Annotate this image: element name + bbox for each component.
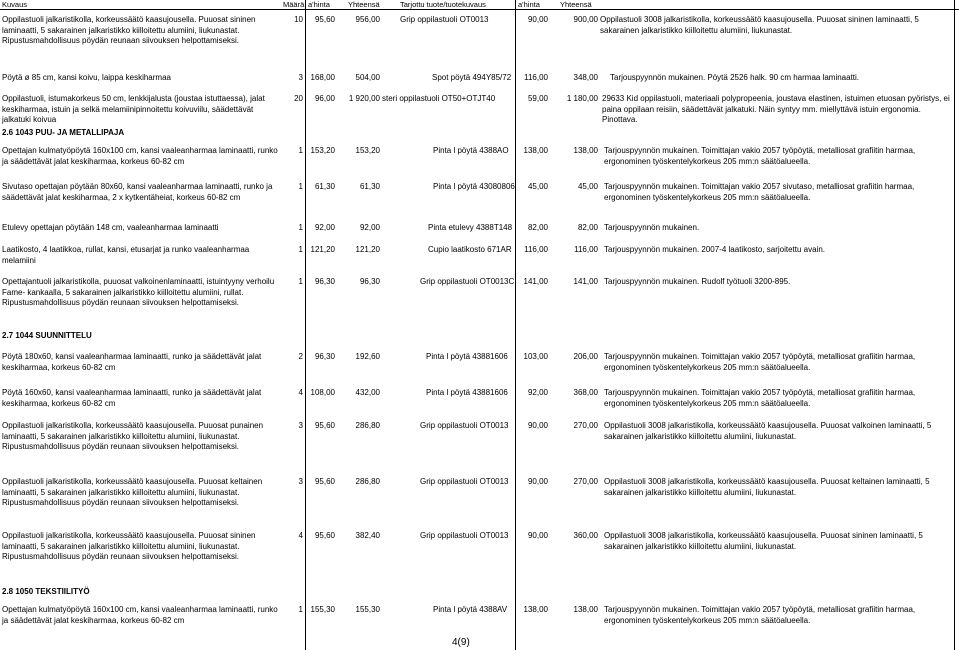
row-quantity: 2: [298, 352, 303, 361]
row-offer-unit-price: 116,00: [524, 245, 548, 254]
row-offer-unit-price: 90,00: [527, 15, 548, 24]
row-offer-unit-price: 116,00: [524, 73, 548, 82]
row-offer-note: Tarjouspyynnön mukainen. Pöytä 2526 halk. 90 cm harmaa laminaatti.: [610, 73, 860, 82]
row-total: 432,00: [355, 388, 380, 397]
row-unit-price: 95,60: [314, 421, 335, 430]
row-offer-note: Tarjouspyynnön mukainen. Toimittajan vakio 2057 työpöytä, metalliosat grafiitin harmaa, ergonominen työskentelykorkeus 205 mm:n säätöalueella.: [604, 605, 916, 625]
row-offer-total: 270,00: [573, 477, 598, 486]
header-rule: [0, 9, 959, 10]
row-offer-note: Oppilastuoli 3008 jalkaristikolla, korkeussäätö kaasujousella. Puuosat keltainen laminaatti, 5 sakarainen jalkaristikko kiilloitettu alumiini, liukunastat.: [604, 477, 930, 497]
row-unit-price: 121,20: [310, 245, 335, 254]
row-description: Oppilastuoli jalkaristikolla, korkeussäätö kaasujousella. Puuosat sininen laminaatti, 5 sakarainen jalkaristikko kiilloitettu alumiini, liukunastat. Ripustusmahdollisuus pöydän reunaan siivouksen helpottamiseksi.: [2, 15, 256, 45]
row-offer-total: 138,00: [573, 146, 598, 155]
header-yhteensa: Yhteensä: [348, 0, 380, 9]
row-description: Opettajantuoli jalkaristikolla, puuosat valkoinenlaminaatti, istuintyyny verhoilu Fame- kankaalla, 5 sakarainen jalkaristikko kiilloitettu alumiini, rullat. Ripustusmahdollisuus pöydän reunaan siivouksen helpottamiseksi.: [2, 277, 275, 307]
row-offer-note: Tarjouspyynnön mukainen. Toimittajan vakio 2057 työpöytä, metalliosat grafiitin harmaa, ergonominen työskentelykorkeus 205 mm:n säätöalueella.: [604, 352, 916, 372]
row-offer-unit-price: 138,00: [523, 605, 548, 614]
row-description: Oppilastuoli, istumakorkeus 50 cm, lenkkijalusta (joustaa istuttaessa), jalat keskiharmaa, istuin ja selkä melamiinipinnoitettu koivuviilu, säädettävät jalkatuki koivua: [2, 94, 265, 124]
row-offer-unit-price: 90,00: [527, 531, 548, 540]
row-product: Grip oppilastuoli OT0013: [420, 421, 509, 430]
row-description: Pöytä 180x60, kansi vaaleanharmaa laminaatti, runko ja säädettävät jalat keskiharmaa, korkeus 60-82 cm: [2, 352, 262, 372]
row-product: Grip oppilastuoli OT0013C: [420, 277, 515, 286]
row-total: 1 920,00: [348, 94, 380, 103]
row-product: Pinta l pöytä 4388AV: [433, 605, 508, 614]
row-total: 504,00: [355, 73, 380, 82]
row-product: Grip oppilastuoli OT0013: [420, 477, 509, 486]
row-offer-unit-price: 45,00: [527, 182, 548, 191]
row-quantity: 20: [294, 94, 303, 103]
row-product: Pinta l pöytä 4388AO: [433, 146, 509, 155]
column-rule: [305, 0, 306, 650]
row-product: Pinta l pöytä 43881606: [426, 388, 508, 397]
row-total: 96,30: [359, 277, 380, 286]
row-offer-note: Tarjouspyynnön mukainen. Toimittajan vakio 2057 työpöytä, metalliosat grafiitin harmaa, ergonominen työskentelykorkeus 205 mm:n säätöalueella.: [604, 388, 916, 408]
row-offer-total: 360,00: [573, 531, 598, 540]
row-product: Pinta l pöytä 43080806: [433, 182, 515, 191]
row-offer-note: Tarjouspyynnön mukainen. Rudolf työtuoli 3200-895.: [604, 277, 791, 286]
page-number: 4(9): [452, 637, 470, 648]
row-description: Etulevy opettajan pöytään 148 cm, vaaleanharmaa laminaatti: [2, 223, 219, 232]
row-unit-price: 96,30: [314, 277, 335, 286]
header-ahinta: a'hinta: [308, 0, 330, 9]
row-product: Grip oppilastuoli OT0013: [420, 531, 509, 540]
header-yhteensa-2: Yhteensä: [560, 0, 592, 9]
row-offer-total: 45,00: [577, 182, 598, 191]
row-offer-note: Tarjouspyynnön mukainen.: [604, 223, 700, 232]
row-quantity: 1: [298, 245, 303, 254]
row-offer-unit-price: 90,00: [527, 477, 548, 486]
row-quantity: 4: [298, 388, 303, 397]
row-unit-price: 108,00: [310, 388, 335, 397]
row-quantity: 1: [298, 277, 303, 286]
row-total: 286,80: [355, 421, 380, 430]
row-unit-price: 95,60: [314, 477, 335, 486]
row-description: Laatikosto, 4 laatikkoa, rullat, kansi, etusarjat ja runko vaaleanharmaa melamiini: [2, 245, 250, 265]
row-offer-unit-price: 59,00: [527, 94, 548, 103]
row-unit-price: 168,00: [310, 73, 335, 82]
row-offer-unit-price: 141,00: [523, 277, 548, 286]
row-quantity: 1: [298, 605, 303, 614]
row-total: 286,80: [355, 477, 380, 486]
row-offer-unit-price: 90,00: [527, 421, 548, 430]
row-quantity: 1: [298, 223, 303, 232]
row-offer-total: 368,00: [573, 388, 598, 397]
section-heading: 2.6 1043 PUU- JA METALLIPAJA: [2, 128, 125, 137]
row-unit-price: 95,60: [314, 531, 335, 540]
row-unit-price: 155,30: [310, 605, 335, 614]
header-tarjottu: Tarjottu tuote/tuotekuvaus: [400, 0, 486, 9]
row-offer-total: 138,00: [573, 605, 598, 614]
row-offer-total: 116,00: [574, 245, 598, 254]
row-unit-price: 96,30: [314, 352, 335, 361]
row-quantity: 1: [298, 146, 303, 155]
row-offer-unit-price: 82,00: [527, 223, 548, 232]
row-offer-unit-price: 138,00: [523, 146, 548, 155]
row-unit-price: 95,60: [314, 15, 335, 24]
row-offer-total: 141,00: [573, 277, 598, 286]
section-heading: 2.8 1050 TEKSTIILITYÖ: [2, 587, 90, 596]
column-rule: [515, 0, 516, 650]
row-quantity: 3: [298, 477, 303, 486]
row-total: 956,00: [355, 15, 380, 24]
header-ahinta-2: a'hinta: [518, 0, 540, 9]
row-description: Pöytä ø 85 cm, kansi koivu, laippa keskiharmaa: [2, 73, 171, 82]
row-description: Opettajan kulmatyöpöytä 160x100 cm, kansi vaaleanharmaa laminaatti, runko ja säädettävät jalat keskiharmaa, korkeus 60-82 cm: [2, 605, 278, 625]
row-offer-note: 29633 Kid oppilastuoli, materiaali polypropeenia, joustava elastinen, istuimen etuosan pyöristys, ei paina oppilaan reisiin, säädettävät jalkatuki. Näin syntyy mm. miellyttävä istuin ergonomia. Pinottava.: [602, 94, 950, 124]
row-unit-price: 153,20: [310, 146, 335, 155]
row-description: Oppilastuoli jalkaristikolla, korkeussäätö kaasujousella. Puuosat keltainen laminaatti, 5 sakarainen jalkaristikko kiilloitettu alumiini, liukunastat. Ripustusmahdollisuus pöydän reunaan siivouksen helpottamiseksi.: [2, 477, 263, 507]
row-offer-total: 348,00: [573, 73, 598, 82]
row-offer-note: Oppilastuoli 3008 jalkaristikolla, korkeussäätö kaasujousella. Puuosat valkoinen laminaatti, 5 sakarainen jalkaristikko kiilloitettu alumiini, liukunastat.: [604, 421, 932, 441]
row-offer-total: 270,00: [573, 421, 598, 430]
row-offer-total: 900,00: [573, 15, 598, 24]
row-unit-price: 61,30: [314, 182, 335, 191]
row-quantity: 3: [298, 421, 303, 430]
row-total: 61,30: [359, 182, 380, 191]
row-offer-note: Tarjouspyynnön mukainen. Toimittajan vakio 2057 työpöytä, metalliosat grafiitin harmaa, ergonominen työskentelykorkeus 205 mm:n säätöalueella.: [604, 146, 916, 166]
row-description: Oppilastuoli jalkaristikolla, korkeussäätö kaasujousella. Puuosat sininen laminaatti, 5 sakarainen jalkaristikko kiilloitettu alumiini, liukunastat. Ripustusmahdollisuus pöydän reunaan siivouksen helpottamiseksi.: [2, 531, 256, 561]
row-description: Pöytä 160x60, kansi vaaleanharmaa laminaatti, runko ja säädettävät jalat keskiharmaa, korkeus 60-82 cm: [2, 388, 262, 408]
header-maara: Määrä: [283, 0, 305, 9]
row-offer-note: Tarjouspyynnön mukainen. Toimittajan vakio 2057 sivutaso, metalliosat grafiitin harmaa, ergonominen työskentelykorkeus 205 mm:n säätöalueella.: [604, 182, 915, 202]
header-kuvaus: Kuvaus: [2, 0, 28, 9]
row-product: Pinta etulevy 4388T148: [428, 223, 513, 232]
row-unit-price: 92,00: [314, 223, 335, 232]
section-heading: 2.7 1044 SUUNNITTELU: [2, 331, 92, 340]
row-total: 155,30: [355, 605, 380, 614]
row-product: Grip oppilastuoli OT0013: [400, 15, 489, 24]
row-offer-total: 82,00: [577, 223, 598, 232]
row-quantity: 10: [294, 15, 303, 24]
row-offer-note: Tarjouspyynnön mukainen. 2007-4 laatikosto, sarjoitettu avain.: [604, 245, 826, 254]
row-offer-unit-price: 92,00: [527, 388, 548, 397]
row-total: 382,40: [355, 531, 380, 540]
row-total: 192,60: [355, 352, 380, 361]
row-total: 121,20: [355, 245, 380, 254]
row-description: Opettajan kulmatyöpöytä 160x100 cm, kansi vaaleanharmaa laminaatti, runko ja säädettävät jalat keskiharmaa, korkeus 60-82 cm: [2, 146, 278, 166]
row-product: Cupio laatikosto 671AR: [428, 245, 512, 254]
row-unit-price: 96,00: [314, 94, 335, 103]
row-offer-total: 1 180,00: [566, 94, 598, 103]
row-quantity: 1: [298, 182, 303, 191]
column-rule: [954, 0, 955, 650]
row-description: Sivutaso opettajan pöytään 80x60, kansi vaaleanharmaa laminaatti, runko ja säädettävät jalat keskiharmaa, 2 x kytkentäheiat, korkeus 60-82 cm: [2, 182, 273, 202]
row-quantity: 4: [298, 531, 303, 540]
row-product: Pinta l pöytä 43881606: [426, 352, 508, 361]
row-quantity: 3: [298, 73, 303, 82]
row-offer-note: Oppilastuoli 3008 jalkaristikolla, korkeussäätö kaasujousella. Puuosat sininen laminaatti, 5 sakarainen jalkaristikko kiilloitettu alumiini, liukunastat.: [604, 531, 923, 551]
row-total: 153,20: [355, 146, 380, 155]
row-offer-total: 206,00: [573, 352, 598, 361]
row-product: steri oppilastuoli OT50+OTJT40: [382, 94, 496, 103]
row-offer-note: Oppilastuoli 3008 jalkaristikolla, korkeussäätö kaasujousella. Puuosat sininen laminaatti, 5 sakarainen jalkaristikko kiilloitettu alumiini, liukunastat.: [600, 15, 919, 35]
row-description: Oppilastuoli jalkaristikolla, korkeussäätö kaasujousella. Puuosat punainen laminaatti, 5 sakarainen jalkaristikko kiilloitettu alumiini, liukunastat. Ripustusmahdollisuus pöydän reunaan siivouksen helpottamiseksi.: [2, 421, 264, 451]
row-offer-unit-price: 103,00: [523, 352, 548, 361]
row-total: 92,00: [359, 223, 380, 232]
row-product: Spot pöytä 494Y85/72: [432, 73, 512, 82]
